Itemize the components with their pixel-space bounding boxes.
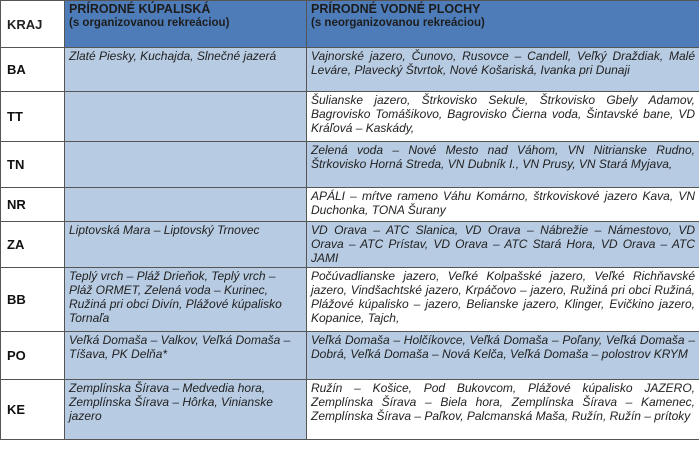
- kupaliska-cell: [65, 92, 307, 142]
- plochy-cell: Počúvadlianske jazero, Veľké Kolpašské jazero, Veľké Richňavské jazero, Vindšachtské jazero, Krpáčovo – jazero, Ružiná pri obci Ružiná, Plážové kúpalisko – jazero, Belianske jazero, Klinger, Evičkino jazero, Kopanice, Tajch,: [307, 268, 699, 332]
- plochy-cell: APÁLI – mŕtve rameno Váhu Komárno, štrkoviskové jazero Kava, VN Duchonka, TONA Šurany: [307, 188, 699, 222]
- kraj-cell: ZA: [1, 222, 65, 268]
- kupaliska-cell: Teplý vrch – Pláž Drieňok, Teplý vrch – Pláž ORMET, Zelená voda – Kurinec, Ružiná pri obci Divín, Plážové kúpalisko Tornaľa: [65, 268, 307, 332]
- header-kupaliska-title: PRÍRODNÉ KÚPALISKÁ: [69, 2, 211, 16]
- kraj-cell: BA: [1, 48, 65, 92]
- plochy-cell: Ružín – Košice, Pod Bukovcom, Plážové kúpalisko JAZERO, Zemplínska Šírava – Biela hora, Zemplínska Šírava – Kamenec, Zemplínska Šírava – Paľkov, Palcmanská Maša, Ružín, Ružín – prítoky: [307, 380, 699, 440]
- table-row: [1, 92, 699, 142]
- table-row: [1, 268, 699, 332]
- plochy-cell: VD Orava – ATC Slanica, VD Orava – Nábrežie – Námestovo, VD Orava – ATC Prístav, VD Orava – ATC Stará Hora, VD Orava – ATC JAMI: [307, 222, 699, 268]
- kupaliska-cell: Zlaté Piesky, Kuchajda, Slnečné jazerá: [65, 48, 307, 92]
- header-plochy-title: PRÍRODNÉ VODNÉ PLOCHY: [311, 2, 481, 16]
- kupaliska-cell: Veľká Domaša – Valkov, Veľká Domaša – Tíšava, PK Delňa*: [65, 332, 307, 380]
- kraj-cell: TN: [1, 142, 65, 188]
- header-plochy-sub: (s neorganizovanou rekreáciou): [311, 17, 485, 29]
- kraj-cell: TT: [1, 92, 65, 142]
- kupaliska-cell: [65, 142, 307, 188]
- kupaliska-cell: [65, 188, 307, 222]
- table-row: [1, 222, 699, 268]
- header-plochy: [307, 1, 699, 48]
- table-row: [1, 48, 699, 92]
- kraj-cell: PO: [1, 332, 65, 380]
- header-row: [1, 1, 699, 48]
- plochy-cell: Zelená voda – Nové Mesto nad Váhom, VN Nitrianske Rudno, Štrkovisko Horná Streda, VN Dubník I., VN Prusy, VN Stará Myjava,: [307, 142, 699, 188]
- header-kraj: KRAJ: [1, 1, 65, 48]
- header-kupaliska-sub: (s organizovanou rekreáciou): [69, 17, 230, 29]
- table-row: [1, 188, 699, 222]
- plochy-cell: Veľká Domaša – Holčíkovce, Veľká Domaša – Poľany, Veľká Domaša – Dobrá, Veľká Domaša – Nová Kelča, Veľká Domaša – polostrov KRYM: [307, 332, 699, 380]
- kraj-cell: BB: [1, 268, 65, 332]
- kupaliska-cell: Liptovská Mara – Liptovský Trnovec: [65, 222, 307, 268]
- kraj-cell: KE: [1, 380, 65, 440]
- header-kupaliska: [65, 1, 307, 48]
- kraj-cell: NR: [1, 188, 65, 222]
- table-row: [1, 142, 699, 188]
- plochy-cell: Vajnorské jazero, Čunovo, Rusovce – Candell, Veľký Draždiak, Malé Leváre, Plavecký Štvrtok, Nové Košariská, Ivanka pri Dunaji: [307, 48, 699, 92]
- table-row: [1, 332, 699, 380]
- plochy-cell: Šulianske jazero, Štrkovisko Sekule, Štrkovisko Gbely Adamov, Bagrovisko Tomášikovo, Bagrovisko Čierna voda, Šintavské bane, VD Kráľová – Kaskády,: [307, 92, 699, 142]
- table-row: [1, 380, 699, 440]
- kupaliska-cell: Zemplínska Šírava – Medvedia hora, Zemplínska Šírava – Hôrka, Vinianske jazero: [65, 380, 307, 440]
